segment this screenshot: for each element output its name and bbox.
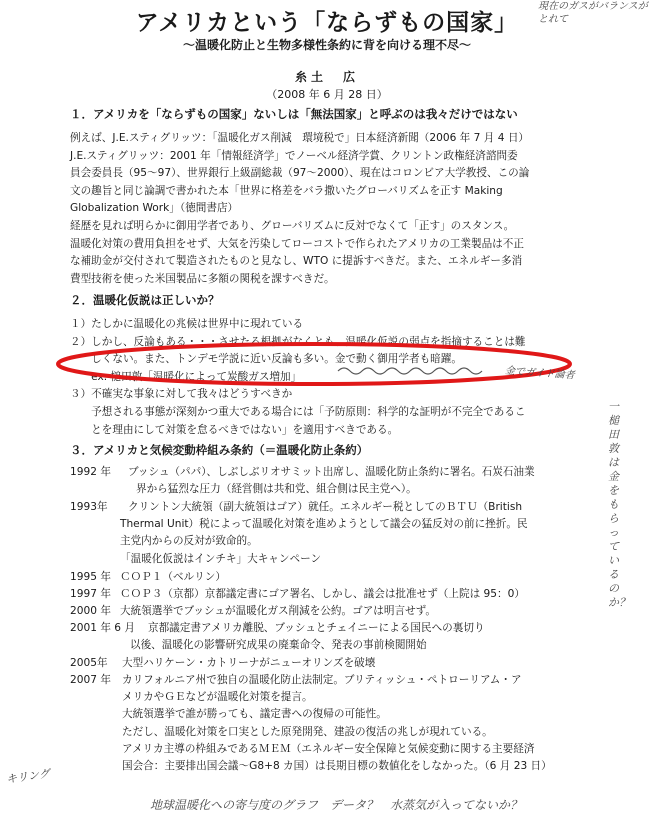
timeline-text: 「温暖化仮説はインチキ」大キャンペーン	[120, 553, 322, 565]
timeline-text: 以後、温暖化の影響研究成果の廃棄命令、発表の事前検閲開始	[130, 639, 427, 651]
timeline-entry	[70, 464, 630, 499]
section2-line: 予想される事態が深刻かつ重大である場合には「予防原則：科学的な証明が不完全であるこ	[70, 405, 526, 418]
handwritten-note-top-right: 現在のガスがバランスがとれて	[538, 1, 648, 25]
timeline-year: 2005年	[70, 657, 108, 669]
timeline-text: 主党内からの反対が致命的。	[120, 535, 258, 547]
author-name: 糸土 広	[294, 70, 359, 84]
timeline-text: メリカやＧＥなどが温暖化対策を提言。	[122, 691, 313, 703]
section2-line: ２）しかし、反論もある・・・させたる根拠がなくとも、温暖化仮説の弱点を指摘することは難	[70, 335, 526, 348]
timeline-year: 1995 年	[70, 571, 111, 583]
timeline-entry	[70, 603, 630, 620]
timeline-entry	[70, 586, 630, 603]
document-date: （2008 年 6 月 28 日）	[266, 88, 388, 101]
section1-line: 例えば、J.E.スティグリッツ：「温暖化ガス削減 環境税で」日本経済新聞（2006 年 7 月 4 日）	[70, 132, 530, 144]
timeline-text: 大統領選挙でブッシュが温暖化ガス削減を公約。ゴアは明言せず。	[120, 605, 437, 617]
timeline-year: 2000 年	[70, 605, 111, 617]
timeline-entry	[70, 569, 630, 586]
section1-line: 経歴を見れば明らかに御用学者であり、グローバリズムに反対でなくて「正す」のスタンス。	[70, 219, 515, 232]
timeline-year: 1993年	[70, 501, 108, 513]
timeline-text: アメリカ主導の枠組みであるＭＥＭ（エネルギー安全保障と気候変動に関する主要経済	[122, 743, 535, 755]
section1-line: な補助金が交付されて製造されたものと見なし、WTO に提訴すべきだ。また、エネルギー多消	[70, 255, 523, 268]
section2-heading: ２．温暖化仮説は正しいか？	[70, 293, 220, 307]
timeline-text: Thermal Unit）税によって温暖化対策を進めようとして議会の猛反対の前に挫折。民	[120, 518, 528, 530]
handwritten-note-vertical: 一槌田敦は金をもらっているのか？	[608, 400, 630, 609]
handwritten-note-bottom-left: キリング	[5, 767, 51, 786]
section2-line: とを理由にして対策を怠るべきではない」を適用すべきである。	[70, 423, 399, 436]
section1-line: 費型技術を使った米国製品に多額の関税を課すべきだ。	[70, 272, 335, 285]
section1-heading: １．アメリカを「ならずもの国家」ないしは「無法国家」と呼ぶのは我々だけではない	[70, 107, 518, 121]
timeline-year: 2007 年	[70, 674, 111, 686]
section1-line: 温暖化対策の費用負担をせず、大気を汚染してローコストで作られたアメリカの工業製品は不正	[70, 237, 524, 250]
timeline-text: 大統領選挙で誰が勝っても、議定書への復帰の可能性。	[122, 708, 387, 720]
timeline-text: 大型ハリケーン・カトリーナがニューオリンズを破壊	[122, 657, 376, 669]
red-circle-annotation	[52, 340, 578, 388]
timeline-text: ただし、温暖化対策を口実とした原発開発、建設の復活の兆しが現れている。	[122, 726, 493, 738]
timeline-text: カリフォルニア州で独自の温暖化防止法制定。ブリティッシュ・ペトローリアム・ア	[122, 674, 522, 686]
handwritten-note-bottom: 地球温暖化への寄与度のグラフ データ？ 水蒸気が入ってないか？	[150, 798, 523, 812]
section3-heading: ３．アメリカと気候変動枠組み条約（＝温暖化防止条約）	[70, 443, 369, 457]
timeline	[70, 464, 630, 776]
timeline-entry	[70, 499, 630, 569]
section1-line: Globalization Work」（徳間書店）	[70, 202, 239, 215]
page-title: アメリカという「ならずもの国家」	[135, 10, 519, 36]
section2-line: しくない。また、トンデモ学説に近い反論も多い。金で動く御用学者も暗躍。	[70, 353, 462, 366]
timeline-text: ブッシュ（パパ）、しぶしぶリオサミット出席し、温暖化防止条約に署名。石炭石油業	[128, 466, 535, 478]
timeline-year: 1997 年	[70, 588, 111, 600]
page-subtitle: 〜温暖化防止と生物多様性条約に背を向ける理不尽〜	[182, 38, 471, 52]
timeline-text: クリントン大統領（副大統領はゴア）就任。エネルギー税としてのＢＴＵ（British	[128, 501, 523, 513]
section2-line: １）たしかに温暖化の兆候は世界中に現れている	[70, 318, 304, 330]
timeline-entry	[70, 655, 630, 672]
timeline-year: 1992 年	[70, 466, 111, 478]
section1-line: 文の趣旨と同じ論調で書かれた本「世界に格差をバラ撒いたグローバリズムを正す Making	[70, 184, 503, 197]
section2-line: ex. 槌田敦「温暖化によって炭酸ガス増加」	[70, 370, 302, 383]
section2-line: ３）不確実な事象に対して我々はどうすべきか	[70, 388, 293, 401]
timeline-text: ＣＯＰ３（京都）京都議定書にゴア署名、しかし、議会は批准せず（上院は 95：0）	[120, 588, 525, 600]
timeline-entry	[70, 672, 630, 776]
wavy-underline-annotation	[336, 365, 496, 377]
timeline-entry	[70, 620, 630, 655]
handwritten-note-margin: 金でガイド論者	[504, 365, 575, 382]
section1-body	[70, 130, 529, 288]
timeline-text: ＣＯＰ１（ベルリン）	[120, 571, 226, 583]
timeline-year: 2001 年 6 月	[70, 622, 135, 634]
timeline-text: 京都議定書アメリカ離脱、ブッシュとチェイニーによる国民への裏切り	[148, 622, 485, 634]
timeline-text: 国会合：主要排出国会議〜G8+8 カ国）は長期目標の数値化をしなかった。（6 月 23 日）	[122, 760, 552, 772]
section1-line: J.E.スティグリッツ：2001 年「情報経済学」でノーベル経済学賞、クリントン政権経済諮問委	[70, 149, 518, 162]
section1-line: 員会委員長（95〜97）、世界銀行上級副総裁（97〜2000）、現在はコロンビア大学教授、この論	[70, 167, 530, 180]
timeline-text: 界から猛烈な圧力（経営側は共和党、組合側は民主党へ）。	[136, 483, 417, 495]
